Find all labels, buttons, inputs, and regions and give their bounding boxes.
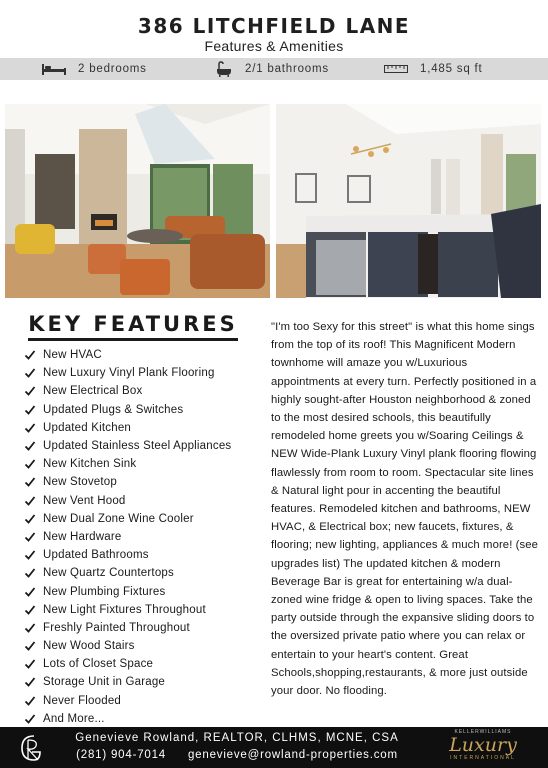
list-item (24, 382, 264, 400)
bedrooms-stat (42, 58, 147, 80)
property-description: "I'm too Sexy for this street" is what this home sings from the top of its roof! This Magnificent Modern townhome will amaze you w/Luxurious appointments at every turn. Perfectly positioned in a highly sought-after Houston neighborhood & zoned to the most desired schools, this beautifully remodeled home greets you w/Soaring Ceilings & NEW Wide-Plank Luxury Vinyl plank flooring flowing flawlessly from room to room. Spectacular site lines & Natural light pour in accenting the beautiful features. Remodeled kitchen and bathrooms, NEW HVAC, & Electrical box; new faucets, fixtures, & flooring; new lighting, appliances & much more! (see upgrades list) The updated kitchen & modern Beverage Bar is great for entertaining w/a dual-zoned wine fridge & open to living spaces. Take the party outside through the expansive sliding doors to the oversized private patio where you can relax or entertain to your heart's content. Great Schools,shopping,restaurants, & more just outside your door. No flooding. (271, 321, 539, 698)
bathrooms-label: 2/1 bathrooms (245, 63, 329, 75)
bed-icon (42, 63, 66, 75)
feature-label: Lots of Closet Space (43, 658, 154, 671)
list-item (24, 528, 264, 546)
check-icon (24, 349, 36, 361)
feature-label: New Hardware (43, 530, 122, 543)
check-icon (24, 549, 36, 561)
check-icon (24, 622, 36, 634)
feature-label: New HVAC (43, 349, 102, 362)
bathtub-icon (215, 61, 233, 77)
keller-williams-luxury-logo (428, 729, 538, 766)
feature-label: Updated Bathrooms (43, 549, 149, 562)
brand-top-text: KELLERWILLIAMS (454, 729, 512, 735)
check-icon (24, 586, 36, 598)
list-item (24, 637, 264, 655)
check-icon (24, 458, 36, 470)
check-icon (24, 495, 36, 507)
living-room-photo (5, 104, 270, 298)
feature-label: New Electrical Box (43, 385, 143, 398)
key-features-divider (28, 338, 238, 341)
list-item (24, 455, 264, 473)
list-item (24, 492, 264, 510)
bathrooms-stat (215, 58, 329, 80)
property-title: 386 LITCHFIELD LANE (137, 14, 411, 38)
key-features-title: KEY FEATURES (28, 312, 238, 336)
check-icon (24, 513, 36, 525)
feature-label: Freshly Painted Throughout (43, 621, 190, 634)
agent-contact (72, 749, 402, 761)
list-item (24, 673, 264, 691)
key-features-list (24, 346, 264, 728)
feature-label: New Luxury Vinyl Plank Flooring (43, 367, 215, 380)
list-item (24, 473, 264, 491)
list-item (24, 401, 264, 419)
flyer-header (0, 0, 548, 58)
agent-name: Genevieve Rowland, REALTOR, CLHMS, MCNE, CSA (75, 732, 399, 744)
check-icon (24, 422, 36, 434)
agent-monogram-logo (14, 732, 48, 764)
agent-phone[interactable]: (281) 904-7014 (76, 749, 166, 761)
check-icon (24, 604, 36, 616)
check-icon (24, 440, 36, 452)
list-item (24, 710, 264, 728)
feature-label: New Light Fixtures Throughout (43, 603, 206, 616)
kitchen-photo (276, 104, 541, 298)
check-icon (24, 658, 36, 670)
check-icon (24, 567, 36, 579)
check-icon (24, 385, 36, 397)
check-icon (24, 713, 36, 725)
check-icon (24, 531, 36, 543)
feature-label: New Vent Hood (43, 494, 126, 507)
check-icon (24, 367, 36, 379)
flyer-footer (0, 727, 548, 768)
feature-label: New Kitchen Sink (43, 458, 137, 471)
feature-label: New Dual Zone Wine Cooler (43, 512, 194, 525)
list-item (24, 619, 264, 637)
agent-email[interactable]: genevieve@rowland-properties.com (187, 749, 398, 761)
list-item (24, 692, 264, 710)
feature-label: Updated Stainless Steel Appliances (43, 440, 232, 453)
check-icon (24, 640, 36, 652)
feature-label: New Quartz Countertops (43, 567, 174, 580)
feature-label: New Stovetop (43, 476, 117, 489)
check-icon (24, 676, 36, 688)
check-icon (24, 404, 36, 416)
feature-label: Updated Kitchen (43, 421, 132, 434)
check-icon (24, 476, 36, 488)
feature-label: New Plumbing Fixtures (43, 585, 166, 598)
brand-main-text: Luxury (449, 734, 517, 756)
sqft-label: 1,485 sq ft (420, 63, 483, 75)
feature-label: New Wood Stairs (43, 640, 135, 653)
list-item (24, 510, 264, 528)
list-item (24, 419, 264, 437)
brand-bottom-text: INTERNATIONAL (450, 755, 516, 761)
list-item (24, 364, 264, 382)
list-item (24, 601, 264, 619)
bedrooms-label: 2 bedrooms (78, 63, 147, 75)
list-item (24, 546, 264, 564)
ruler-icon (384, 64, 408, 74)
list-item (24, 582, 264, 600)
property-subtitle: Features & Amenities (204, 38, 344, 54)
feature-label: Updated Plugs & Switches (43, 403, 184, 416)
list-item (24, 437, 264, 455)
feature-label: And More... (43, 712, 105, 725)
list-item (24, 346, 264, 364)
check-icon (24, 695, 36, 707)
feature-label: Storage Unit in Garage (43, 676, 166, 689)
list-item (24, 564, 264, 582)
list-item (24, 655, 264, 673)
sqft-stat (384, 58, 483, 80)
stats-bar (0, 58, 548, 80)
feature-label: Never Flooded (43, 694, 122, 707)
